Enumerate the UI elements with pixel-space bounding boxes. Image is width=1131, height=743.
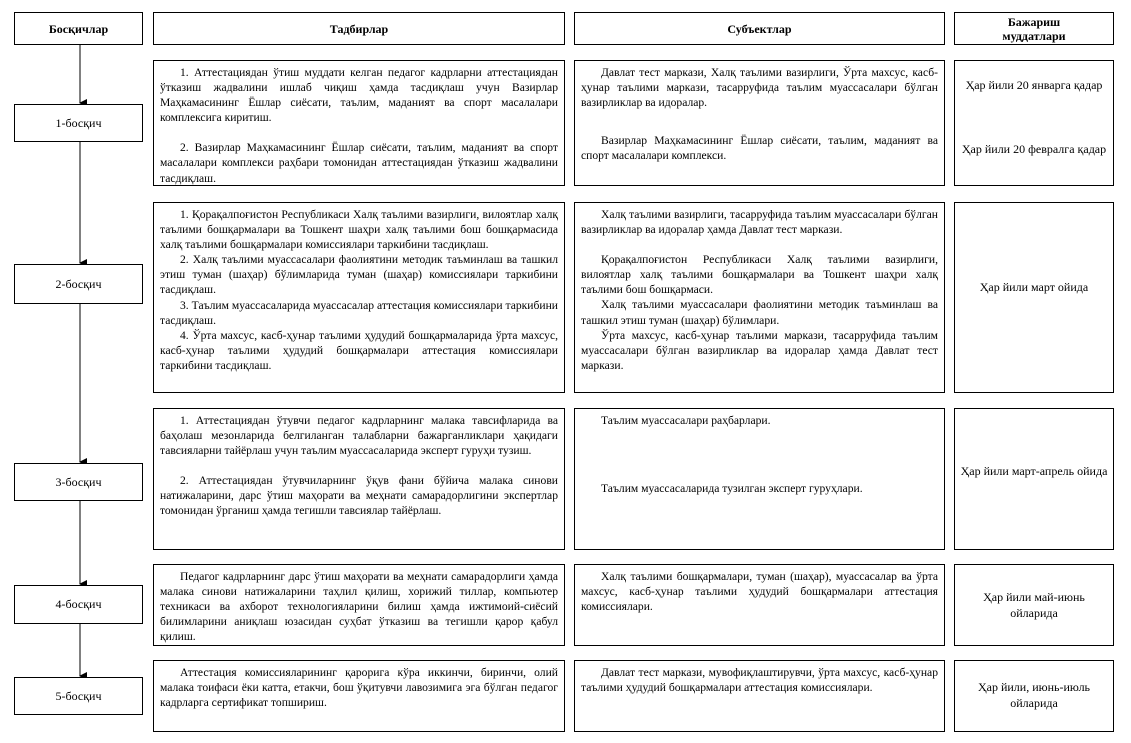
row-1-deadlines [954, 60, 1114, 186]
stage-5-box [14, 677, 143, 715]
row-1-action-2: 2. Вазирлар Маҳкамасининг Ёшлар сиёсати, таълим, маданият ва спорт масалалари комплекси раҳбари томонидан аттестациядан ўтказиш жадвалини тасдиқлаш. [160, 141, 558, 185]
header-actions-label: Тадбирлар [329, 21, 389, 36]
stage-2-label: 2-босқич [55, 276, 102, 291]
stage-2-box [14, 264, 143, 304]
row-4-subjects [574, 564, 945, 646]
row-2-subject-1: Халқ таълими вазирлиги, тасарруфида таълим муассасалари бўлган вазирликлар ва идоралар ҳамда Давлат тест маркази. [581, 208, 938, 237]
row-2-subject-4: Ўрта махсус, касб-ҳунар таълими маркази, тасарруфида таълим муассасалари бўлган вазирликлар ва идоралар ҳамда Давлат тест маркази. [581, 328, 938, 372]
row-1-deadline-1: Ҳар йили 20 январга қадар [965, 78, 1103, 92]
stage-3-box [14, 463, 143, 501]
stage-4-label: 4-босқич [55, 597, 102, 611]
stage-3-label: 3-босқич [55, 474, 102, 489]
row-4-actions [153, 564, 565, 646]
row-5-deadline-1: Ҳар йили, июнь-июль ойларида [977, 680, 1091, 710]
stage-5-label: 5-босқич [55, 688, 102, 703]
row-2-actions [153, 202, 565, 393]
row-3-action-1: 1. Аттестациядан ўтувчи педагог кадрларнинг малака тавсифларида ва баҳолаш мезонларида белгиланган талабларни бажарганликлари ҳақидаги тавсияларни тайёрлаш учун таълим муассасаларида эксперт гуруҳи тузиш. [160, 414, 558, 458]
row-1-subject-2: Вазирлар Маҳкамасининг Ёшлар сиёсати, таълим, маданият ва спорт масалалари комплекси. [581, 134, 938, 163]
row-5-subjects [574, 660, 945, 732]
stage-1-label: 1-босқич [55, 115, 102, 130]
row-2-subject-3: Халқ таълими муассасалари фаолиятини методик таъминлаш ва ташкил этиш туман (шаҳар) бўлимлари. [581, 298, 938, 327]
row-2-action-3: 3. Таълим муассасаларида муассасалар аттестация комиссиялари таркибини тасдиқлаш. [160, 298, 558, 327]
row-4-subject-1: Халқ таълими бошқармалари, туман (шаҳар), муассасалар ва ўрта махсус, касб-ҳунар таълими ҳудудий бошқармалари аттестация комиссиялари. [581, 570, 938, 614]
row-1-subject-1: Давлат тест маркази, Халқ таълими вазирлиги, Ўрта махсус, касб-ҳунар таълими маркази, тасарруфида таълим муассасалари бўлган вазирликлар ва идоралар. [581, 66, 938, 110]
row-2-subject-2: Қорақалпоғистон Республикаси Халқ таълими вазирлиги, вилоятлар халқ таълими бошқармалари ва Тошкент шаҳри халқ таълими бош бошқармаси. [581, 253, 938, 297]
header-deadlines-label: Бажариш муддатлари [1002, 14, 1066, 43]
row-3-deadline-1: Ҳар йили март-апрель ойида [960, 464, 1108, 478]
row-1-subjects [574, 60, 945, 186]
row-2-action-2: 2. Халқ таълими муассасалари фаолиятини методик таъминлаш ва ташкил этиш туман (шаҳар) бўлимларида туман (шаҳар) комиссиялари таркибини тасдиқлаш. [160, 253, 558, 297]
row-4-deadlines [954, 564, 1114, 646]
row-4-deadline-1: Ҳар йили май-июнь ойларида [983, 590, 1085, 620]
row-5-actions [153, 660, 565, 732]
header-stages-label: Босқичлар [48, 21, 109, 36]
row-5-action-1: Аттестация комиссияларининг қарорига кўра иккинчи, биринчи, олий малака тоифаси ёки катта, етакчи, бош ўқитувчи лавозимига эга бўлган педагог кадрларга сертификат топшириш. [160, 666, 558, 710]
row-5-subject-1: Давлат тест маркази, мувофиқлаштирувчи, ўрта махсус, касб-ҳунар таълими ҳудудий бошқармалари аттестация комиссиялари. [581, 666, 938, 695]
row-3-action-2: 2. Аттестациядан ўтувчиларнинг ўқув фани бўйича малака синови натижаларини, дарс ўтиш маҳорати ва меҳнати самарадорлигини экспертлар томонидан ўрганиш ҳамда тегишли тавсиялар тайёрлаш. [160, 474, 558, 518]
row-1-actions [153, 60, 565, 186]
row-1-action-1: 1. Аттестациядан ўтиш муддати келган педагог кадрларни аттестациядан ўтказиш жадвалини ишлаб чиқиш ҳамда тасдиқлаш учун Вазирлар Маҳкамасининг Ёшлар сиёсати, таълим, маданият ва спорт масалалари комплексига киритиш. [160, 66, 558, 125]
row-2-deadline-1: Ҳар йили март ойида [979, 280, 1089, 294]
row-2-subjects [574, 202, 945, 393]
row-2-action-4: 4. Ўрта махсус, касб-ҳунар таълими ҳудудий бошқармаларида ўрта махсус, касб-ҳунар таълими ҳудудий бошқармалари аттестация комиссиялари таркибини тасдиқлаш. [160, 328, 558, 372]
stage-1-box [14, 104, 143, 142]
row-1-deadline-2: Ҳар йили 20 февралга қадар [961, 142, 1107, 156]
row-2-action-1: 1. Қорақалпоғистон Республикаси Халқ таълими вазирлиги, вилоятлар халқ таълими бошқармалари ва Тошкент шаҳри халқ таълими бош бошқармасида халқ таълими бошқармалари комиссиялари таркибини тасдиқлаш. [160, 208, 558, 252]
row-2-deadlines [954, 202, 1114, 393]
header-subjects-label: Субъектлар [727, 21, 792, 36]
row-3-actions [153, 408, 565, 550]
row-3-deadlines [954, 408, 1114, 550]
stage-4-box [14, 585, 143, 624]
row-4-action-1: Педагог кадрларнинг дарс ўтиш маҳорати ва меҳнати самарадорлиги ҳамда малака синови натижаларини таҳлил қилиш, хорижий тиллар, компьютер техникаси ва ахборот технологияларини билиш ҳамда ижтимоий-сиёсий билимларини аниқлаш юзасидан суҳбат ўтказиш ва тегишли қарор қабул қилиш. [160, 570, 558, 644]
row-3-subject-1: Таълим муассасалари раҳбарлари. [601, 414, 771, 427]
row-5-deadlines [954, 660, 1114, 732]
row-3-subjects [574, 408, 945, 550]
row-3-subject-2: Таълим муассасаларида тузилган эксперт гуруҳлари. [601, 482, 863, 496]
